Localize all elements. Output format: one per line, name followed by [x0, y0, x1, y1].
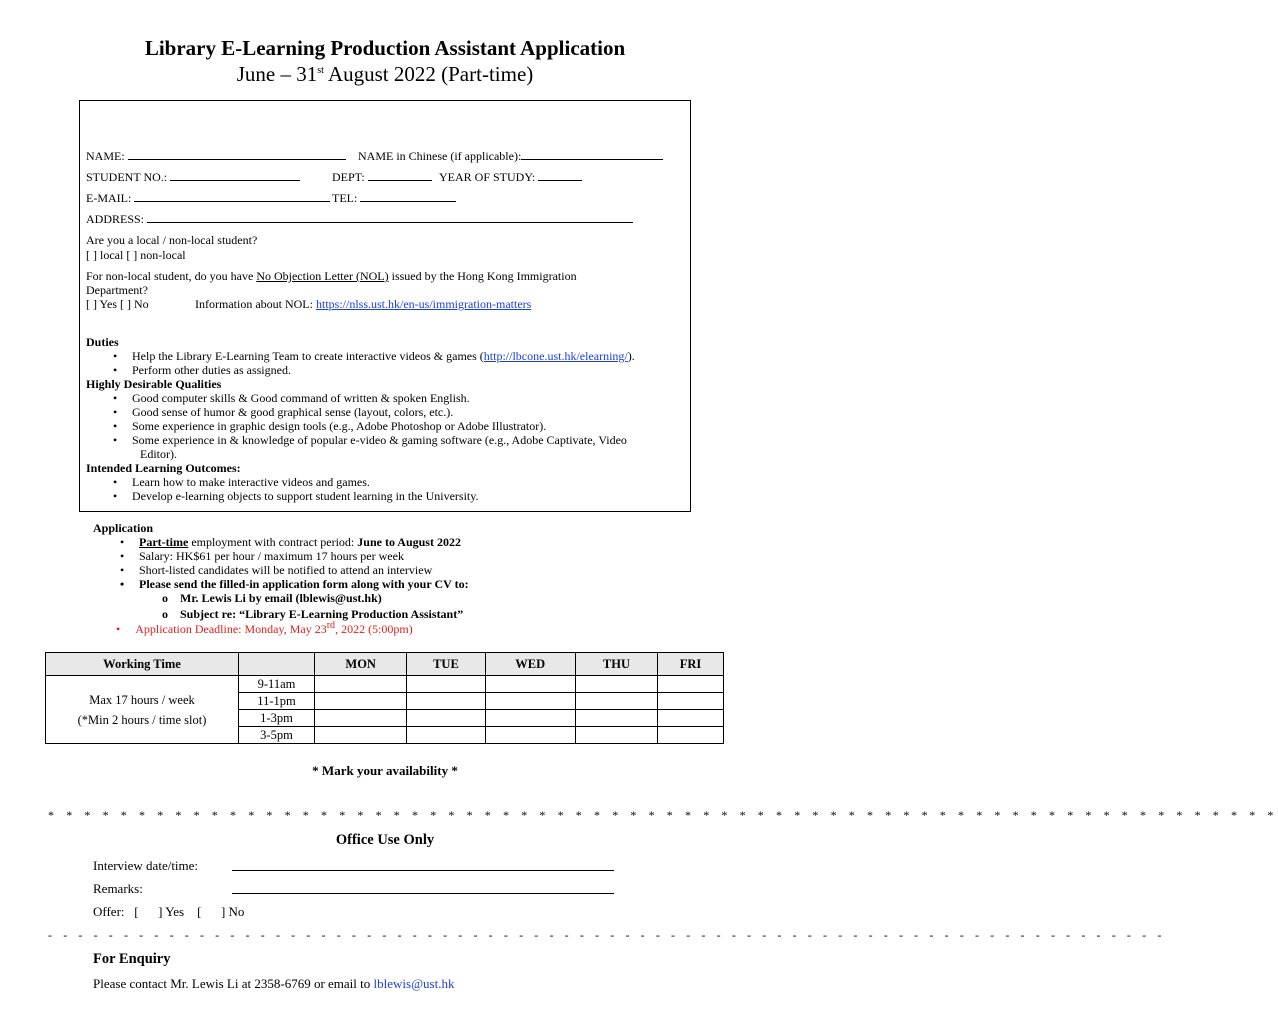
- interview-label: Interview date/time:: [93, 858, 199, 873]
- list-item: • Short-listed candidates will be notified to attend an interview: [93, 563, 713, 577]
- list-item: • Good sense of humor & good graphical sense (layout, colors, etc.).: [86, 405, 686, 419]
- local-question: Are you a local / non-local student?: [86, 233, 258, 247]
- list-item-cont: Editor).: [140, 447, 177, 461]
- availability-cell[interactable]: [407, 676, 485, 693]
- availability-cell[interactable]: [315, 693, 407, 710]
- interview-line[interactable]: [232, 870, 614, 871]
- nol-question-cont: Department?: [86, 283, 148, 297]
- name-chinese-field[interactable]: NAME in Chinese (if applicable):: [358, 149, 663, 164]
- deadline: • Application Deadline: Monday, May 23rd, 2022 (5:00pm): [116, 620, 413, 636]
- application-form-box: [79, 100, 691, 512]
- list-item: • Part-time employment with contract period: June to August 2022: [93, 535, 713, 549]
- availability-cell[interactable]: [658, 693, 724, 710]
- day-header-tue: TUE: [407, 653, 485, 676]
- day-header-thu: THU: [575, 653, 657, 676]
- application-heading: Application: [93, 521, 154, 535]
- enquiry-heading: For Enquiry: [93, 951, 171, 967]
- availability-cell[interactable]: [575, 693, 657, 710]
- application-list: [93, 535, 713, 591]
- page-title: Library E-Learning Production Assistant Application: [144, 36, 626, 60]
- nol-question: For non-local student, do you have No Objection Letter (NOL) issued by the Hong Kong Immigration: [86, 269, 577, 283]
- slot-header: [239, 653, 315, 676]
- availability-cell[interactable]: [315, 676, 407, 693]
- list-item: • Help the Library E-Learning Team to create interactive videos & games (http://lbcone.ust.hk/elearning/).: [86, 349, 686, 363]
- elearning-link[interactable]: http://lbcone.ust.hk/elearning/: [483, 349, 628, 363]
- availability-cell[interactable]: [485, 710, 575, 727]
- sub-item-subject: o Subject re: “Library E-Learning Production Assistant”: [162, 607, 464, 621]
- name-field[interactable]: NAME:: [86, 149, 346, 164]
- availability-note: * Mark your availability *: [312, 763, 458, 778]
- availability-cell[interactable]: [485, 676, 575, 693]
- remarks-label: Remarks:: [93, 881, 143, 896]
- availability-cell[interactable]: [658, 676, 724, 693]
- working-time-note: Max 17 hours / week (*Min 2 hours / time slot): [46, 676, 239, 744]
- availability-table: [45, 652, 724, 744]
- nol-info: Information about NOL: https://nlss.ust.hk/en-us/immigration-matters: [195, 297, 532, 311]
- table-header-row: [46, 653, 724, 676]
- address-field[interactable]: ADDRESS:: [86, 212, 633, 227]
- table-row: [46, 676, 724, 693]
- availability-cell[interactable]: [485, 693, 575, 710]
- availability-cell[interactable]: [658, 710, 724, 727]
- list-item: • Salary: HK$61 per hour / maximum 17 hours per week: [93, 549, 713, 563]
- day-header-wed: WED: [485, 653, 575, 676]
- local-checkboxes[interactable]: [ ] local [ ] non-local: [86, 248, 186, 262]
- dept-field[interactable]: DEPT:: [332, 170, 432, 185]
- outcomes-heading: Intended Learning Outcomes:: [86, 461, 241, 475]
- outcomes-list: [86, 475, 686, 503]
- offer-options[interactable]: Offer: [ ] Yes [ ] No: [93, 904, 245, 919]
- availability-cell[interactable]: [407, 693, 485, 710]
- availability-cell[interactable]: [575, 676, 657, 693]
- qualities-list: [86, 391, 686, 461]
- remarks-line[interactable]: [232, 893, 614, 894]
- nol-info-link[interactable]: https://nlss.ust.hk/en-us/immigration-matters: [315, 297, 532, 311]
- day-header-fri: FRI: [658, 653, 724, 676]
- qualities-heading: Highly Desirable Qualities: [86, 377, 222, 391]
- enquiry-email-link[interactable]: lblewis@ust.hk: [373, 976, 455, 991]
- list-item: • Develop e-learning objects to support student learning in the University.: [86, 489, 686, 503]
- duties-list: [86, 349, 686, 377]
- list-item: • Good computer skills & Good command of written & spoken English.: [86, 391, 686, 405]
- duties-heading: Duties: [86, 335, 119, 349]
- availability-cell[interactable]: [575, 710, 657, 727]
- list-item: • Please send the filled-in application form along with your CV to:: [93, 577, 713, 591]
- availability-cell[interactable]: [315, 727, 407, 744]
- list-item: • Some experience in & knowledge of popular e-video & gaming software (e.g., Adobe Captivate, Video: [86, 433, 686, 447]
- availability-cell[interactable]: [407, 727, 485, 744]
- availability-cell[interactable]: [658, 727, 724, 744]
- availability-cell[interactable]: [315, 710, 407, 727]
- list-item: • Learn how to make interactive videos and games.: [86, 475, 686, 489]
- availability-cell[interactable]: [575, 727, 657, 744]
- day-header-mon: MON: [315, 653, 407, 676]
- tel-field[interactable]: TEL:: [332, 191, 456, 206]
- year-of-study-field[interactable]: YEAR OF STUDY:: [439, 170, 582, 185]
- availability-cell[interactable]: [485, 727, 575, 744]
- page-subtitle: June – 31st August 2022 (Part-time): [236, 62, 534, 86]
- separator-stars: * * * * * * * * * * * * * * * * * * * * * * * * * * * * * * * * * * * * * * * * * * * * * * * * * * * * * * * * * * * * * * * * * * * *: [48, 808, 1278, 822]
- student-no-field[interactable]: STUDENT NO.:: [86, 170, 300, 185]
- office-use-heading: Office Use Only: [335, 832, 435, 848]
- slot-label: 1-3pm: [239, 710, 315, 727]
- list-item: • Perform other duties as assigned.: [86, 363, 686, 377]
- nol-checkboxes[interactable]: [ ] Yes [ ] No: [86, 297, 149, 311]
- list-item: • Some experience in graphic design tools (e.g., Adobe Photoshop or Adobe Illustrator).: [86, 419, 686, 433]
- slot-label: 3-5pm: [239, 727, 315, 744]
- slot-label: 11-1pm: [239, 693, 315, 710]
- enquiry-text: Please contact Mr. Lewis Li at 2358-6769 or email to lblewis@ust.hk: [93, 976, 455, 991]
- separator-dashes: - - - - - - - - - - - - - - - - - - - - - - - - - - - - - - - - - - - - - - - - - - - - - - - - - - - - - - - - - - - - - - - - - - - - - - - - - -: [48, 928, 1166, 942]
- sub-item-email: o Mr. Lewis Li by email (lblewis@ust.hk): [162, 591, 382, 605]
- working-time-header: Working Time: [46, 653, 239, 676]
- slot-label: 9-11am: [239, 676, 315, 693]
- availability-cell[interactable]: [407, 710, 485, 727]
- email-field[interactable]: E-MAIL:: [86, 191, 330, 206]
